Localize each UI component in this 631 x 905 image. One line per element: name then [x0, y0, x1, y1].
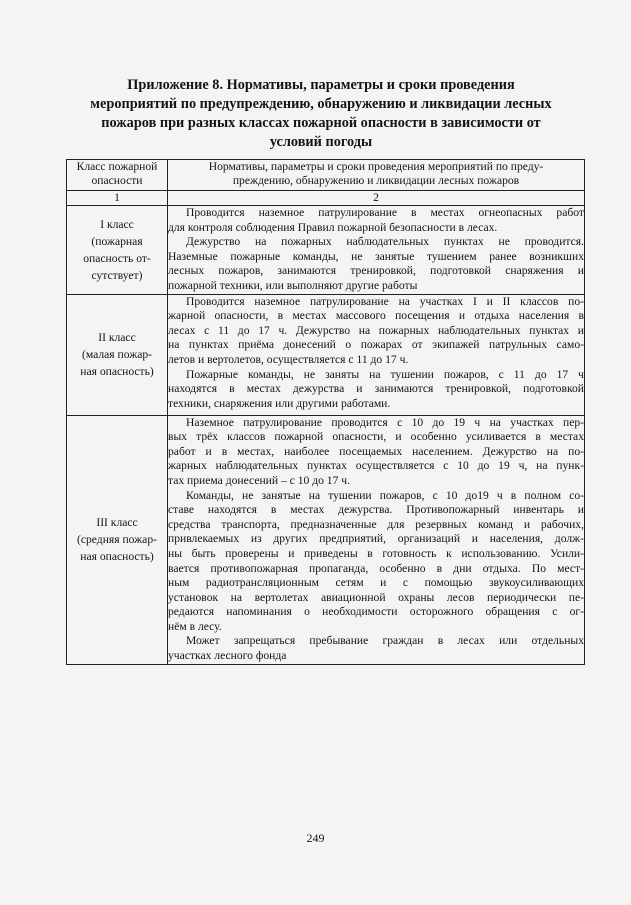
text-line: работ и в местах, наиболее посещаемых населением. Дежурство на по-	[168, 444, 584, 458]
column-number-row	[67, 191, 585, 206]
text-line: жарных наблюдательных пунктах осуществляется с 10 до 19 ч, на пунк-	[168, 459, 584, 473]
header-norms-cell	[168, 160, 585, 191]
class-text-line: III класс	[96, 516, 138, 530]
text-line: средства транспорта, предназначенные для резервных команд и рабочих,	[168, 517, 584, 531]
fire-class-cell	[67, 294, 168, 415]
class-text-line: сутствует)	[91, 268, 143, 282]
column-number-1: 1	[67, 191, 168, 206]
table-row-class-3	[67, 415, 585, 664]
text-line: лесных пожаров, занимаются тренировкой, подготовкой снаряжения и	[168, 264, 584, 278]
measures-cell	[168, 294, 585, 415]
fire-class-cell	[67, 206, 168, 295]
table-row-class-1	[67, 206, 585, 295]
header-text-line: Класс пожарной	[76, 160, 158, 173]
text-line: редаются напоминания о необходимости осторожного обращения с ог-	[168, 605, 584, 619]
measures-cell	[168, 206, 585, 295]
column-number-2: 2	[168, 191, 585, 206]
text-line: Наземные пожарные команды, не занятые тушением ранее возникших	[168, 249, 584, 263]
measures-cell	[168, 415, 585, 664]
class-text-line: I класс	[100, 217, 134, 231]
title-line: пожаров при разных классах пожарной опасности в зависимости от	[101, 115, 541, 131]
text-line: летов и вертолетов, осуществляется с 11 до 17 ч.	[168, 352, 409, 366]
header-class-cell	[67, 160, 168, 191]
header-text-line: Нормативы, параметры и сроки проведения мероприятий по преду-	[208, 160, 544, 173]
page-number: 249	[306, 831, 325, 845]
appendix-title	[70, 76, 572, 152]
text-line: техники, снаряжения или другими работами.	[168, 396, 391, 410]
text-line: Наземное патрулирование проводится с 10 до 19 ч на участках пер-	[186, 415, 584, 429]
title-line: условий погоды	[269, 134, 373, 150]
class-text-line: ная опасность)	[80, 365, 154, 379]
table-row-class-2	[67, 294, 585, 415]
class-text-line: опасность от-	[83, 251, 151, 265]
text-line: Проводится наземное патрулирование в местах огнеопасных работ	[186, 206, 584, 219]
text-line: тах приема донесений – с 10 до 17 ч.	[168, 473, 351, 487]
text-line: ным радиотрансляционным сетям и с помощью звукоусиливающих	[168, 576, 584, 590]
text-line: участках лесного фонда	[168, 649, 287, 663]
header-text-line: преждению, обнаружению и ликвидации лесных пожаров	[232, 174, 520, 187]
text-line: пожарной техники, или выполняют другие работы	[168, 278, 418, 292]
text-line: на пунктах приёма донесений о пожарах от экипажей патрульных само-	[168, 338, 584, 352]
class-text-line: (пожарная	[91, 234, 143, 248]
table-header-row	[67, 160, 585, 191]
text-line: для контроля соблюдения Правил пожарной безопасности в лесах.	[168, 220, 498, 234]
text-line: Пожарные команды, не заняты на тушении пожаров, с 11 до 17 ч	[186, 367, 584, 381]
norms-table	[66, 159, 585, 665]
text-line: установок на вертолетах авиационной охраны лесов периодически пе-	[168, 590, 584, 604]
fire-class-cell	[67, 415, 168, 664]
class-text-line: (средняя пожар-	[77, 533, 157, 547]
text-line: Команды, не занятые на тушении пожаров, с 10 до19 ч в полном со-	[186, 488, 584, 502]
text-line: жарной опасности, в местах массового посещения и отдыха населения в	[168, 309, 584, 323]
text-line: Дежурство на пожарных наблюдательных пунктах не проводится.	[186, 235, 584, 249]
title-line: Приложение 8. Нормативы, параметры и сроки проведения	[127, 77, 515, 93]
class-text-line: II класс	[98, 331, 136, 345]
text-line: лесах с 11 до 17 ч. Дежурство на пожарных наблюдательных пунктах и	[168, 323, 584, 337]
header-text-line: опасности	[91, 174, 143, 187]
text-line: вых трёх классов пожарной опасности, и особенно усиливается в местах	[168, 430, 584, 444]
text-line: находятся в местах дежурства и занимаются тренировкой, подготовкой	[168, 382, 584, 396]
class-text-line: ная опасность)	[80, 550, 154, 564]
text-line: ставе находятся в местах дежурства. Противопожарный инвентарь и	[168, 503, 584, 517]
text-line: Проводится наземное патрулирование на участках I и II классов по-	[186, 294, 584, 308]
title-line: мероприятий по предупреждению, обнаружению и ликвидации лесных	[90, 96, 552, 112]
text-line: ны быть проверены и приведены в готовность к использованию. Усили-	[168, 546, 584, 560]
text-line: вается противопожарная пропаганда, особенно в дни отдыха. По мест-	[168, 561, 584, 575]
text-line: нём в лесу.	[168, 619, 222, 633]
text-line: привлекаемых из других предприятий, организаций и населения, долж-	[168, 532, 584, 546]
text-line: Может запрещаться пребывание граждан в лесах или отдельных	[186, 634, 584, 648]
class-text-line: (малая пожар-	[81, 348, 153, 362]
